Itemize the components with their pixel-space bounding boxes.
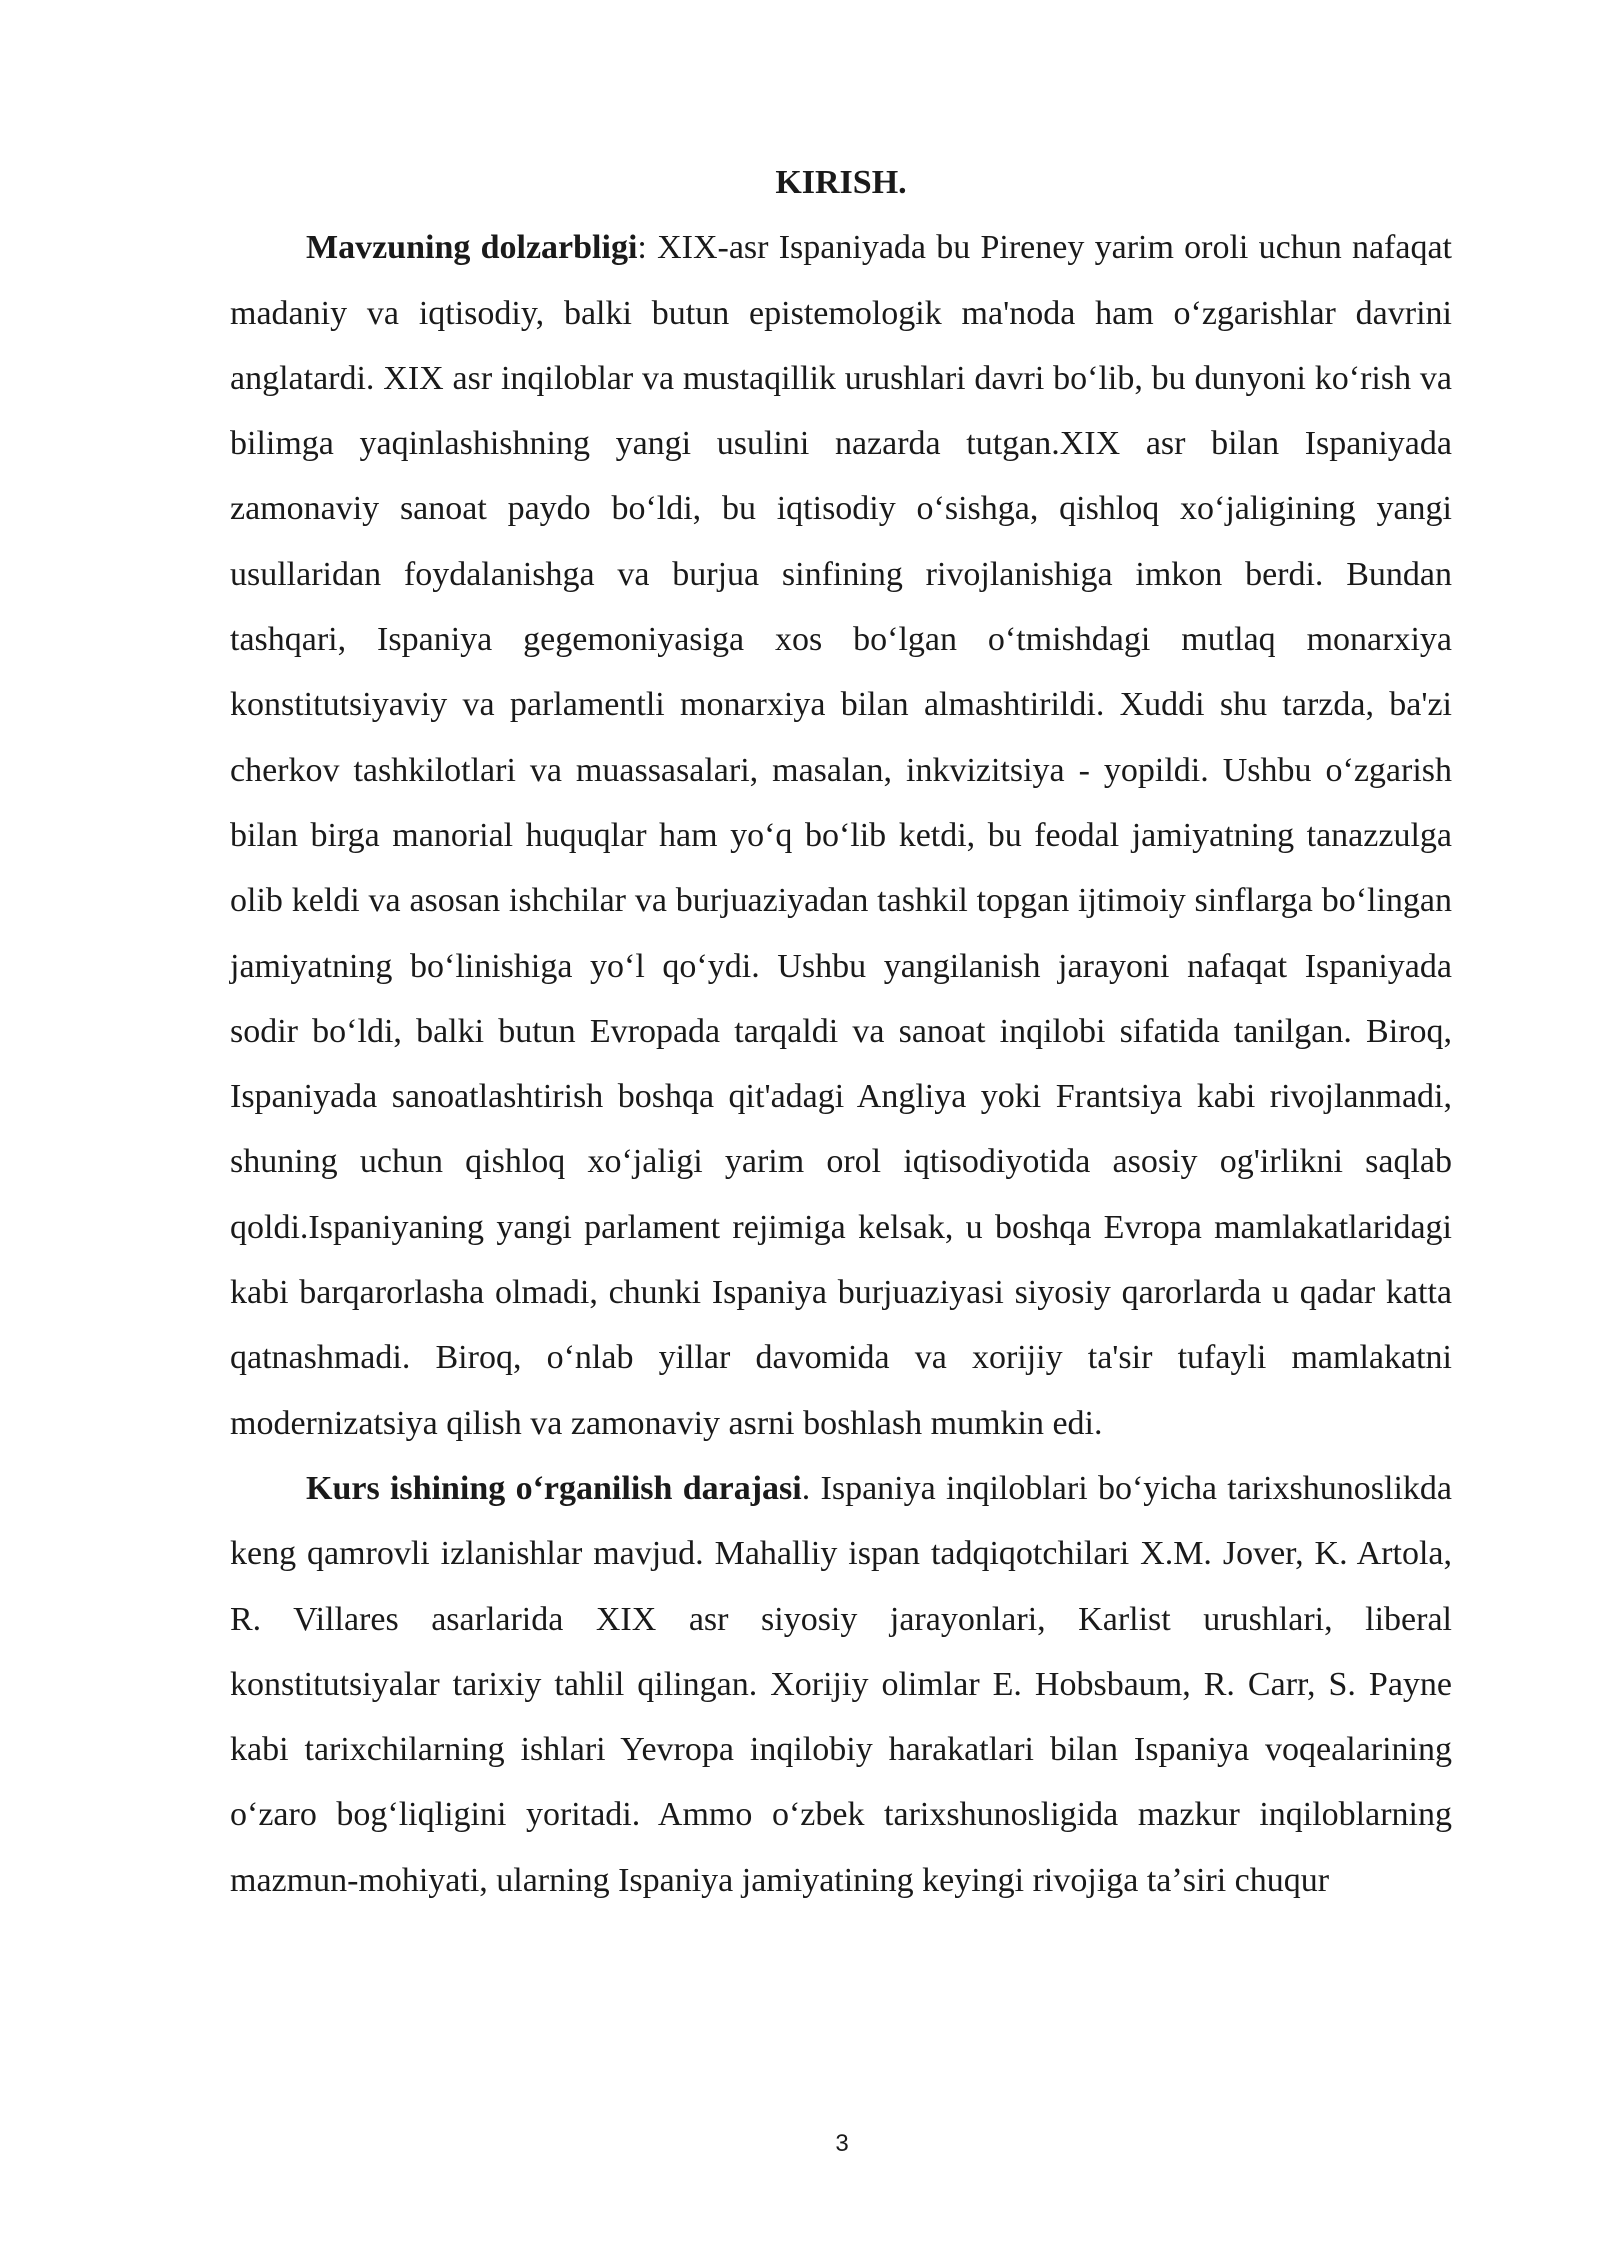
lead-separator: . [801,1469,811,1507]
paragraph-relevance [230,215,1452,1456]
paragraph-text-relevance: XIX-asr Ispaniyada bu Pireney yarim oroli uchun nafaqat madaniy va iqtisodiy, balki butun epistemologik ma'noda ham oʻzgarishlar davrini anglatardi. XIX asr inqiloblar va mustaqillik urushlari davri boʻlib, bu dunyoni koʻrish va bilimga yaqinlashishning yangi usulini nazarda tutgan.XIX asr bilan Ispaniyada zamonaviy sanoat paydo boʻldi, bu iqtisodiy oʻsishga, qishloq xoʻjaligining yangi usullaridan foydalanishga va burjua sinfining rivojlanishiga imkon berdi. Bundan tashqari, Ispaniya gegemoniyasiga xos boʻlgan oʻtmishdagi mutlaq monarxiya konstitutsiyaviy va parlamentli monarxiya bilan almashtirildi. Xuddi shu tarzda, ba'zi cherkov tashkilotlari va muassasalari, masalan, inkvizitsiya - yopildi. Ushbu oʻzgarish bilan birga manorial huquqlar ham yoʻq boʻlib ketdi, bu feodal jamiyatning tanazzulga olib keldi va asosan ishchilar va burjuaziyadan tashkil topgan ijtimoiy sinflarga boʻlingan jamiyatning boʻlinishiga yoʻl qoʻydi. Ushbu yangilanish jarayoni nafaqat Ispaniyada sodir boʻldi, balki butun Evropada tarqaldi va sanoat inqilobi sifatida tanilgan. Biroq, Ispaniyada sanoatlashtirish boshqa qit'adagi Angliya yoki Frantsiya kabi rivojlanmadi, shuning uchun qishloq xoʻjaligi yarim orol iqtisodiyotida asosiy og'irlikni saqlab qoldi.Ispaniyaning yangi parlament rejimiga kelsak, u boshqa Evropa mamlakatlaridagi kabi barqarorlasha olmadi, chunki Ispaniya burjuaziyasi siyosiy qarorlarda u qadar katta qatnashmadi. Biroq, oʻnlab yillar davomida va xorijiy ta'sir tufayli mamlakatni modernizatsiya qilish va zamonaviy asrni boshlash mumkin edi. [230,229,1452,1442]
lead-separator: : [637,229,647,267]
paragraph-lead-research-level: Kurs ishining oʻrganilish darajasi [306,1469,802,1507]
paragraph-lead-relevance: Mavzuning dolzarbligi [306,229,638,267]
page-number: 3 [835,2130,849,2157]
paragraph-text-research-level: Ispaniya inqiloblari boʻyicha tarixshunoslikda keng qamrovli izlanishlar mavjud. Mahalliy ispan tadqiqotchilari X.M. Jover, K. Artola, R. Villares asarlarida XIX asr siyosiy jarayonlari, Karlist urushlari, liberal konstitutsiyalar tarixiy tahlil qilingan. Xorijiy olimlar E. Hobsbaum, R. Carr, S. Payne kabi tarixchilarning ishlari Yevropa inqilobiy harakatlari bilan Ispaniya voqealarining oʻzaro bogʻliqligini yoritadi. Ammo oʻzbek tarixshunosligida mazkur inqiloblarning mazmun-mohiyati, ularning Ispaniya jamiyatining keyingi rivojiga taʼsiri chuqur [230,1469,1452,1899]
page-body [230,150,1452,1913]
paragraph-research-level [230,1456,1452,1913]
page-title: KIRISH. [775,164,907,201]
